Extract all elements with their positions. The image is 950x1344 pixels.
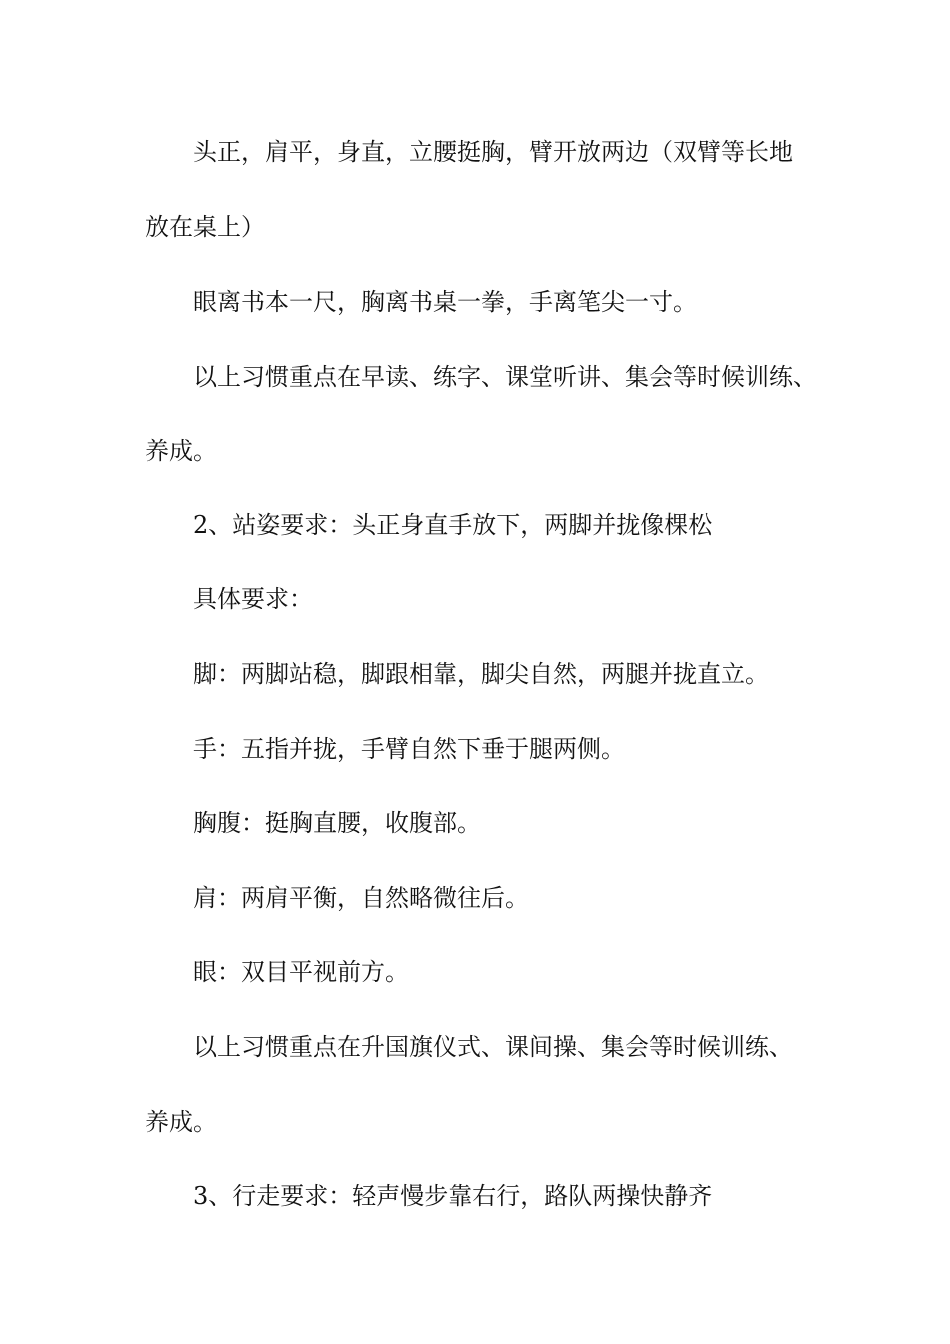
section-heading: 2、站姿要求：头正身直手放下，两脚并拢像棵松 (193, 511, 713, 539)
paragraph-line: 眼离书本一尺，胸离书桌一拳，手离笔尖一寸。 (193, 288, 697, 316)
paragraph-line: 眼：双目平视前方。 (193, 958, 409, 986)
paragraph-line: 头正，肩平，身直，立腰挺胸，臂开放两边（双臂等长地 (193, 138, 793, 166)
paragraph-line: 养成。 (145, 437, 217, 465)
paragraph-line: 放在桌上） (145, 213, 265, 241)
section-heading: 3、行走要求：轻声慢步靠右行，路队两操快静齐 (193, 1182, 713, 1210)
paragraph-line: 脚：两脚站稳，脚跟相靠，脚尖自然，两腿并拢直立。 (193, 660, 769, 688)
paragraph-line: 养成。 (145, 1108, 217, 1136)
paragraph-line: 以上习惯重点在早读、练字、课堂听讲、集会等时候训练、 (193, 363, 817, 391)
paragraph-line: 手：五指并拢，手臂自然下垂于腿两侧。 (193, 735, 625, 763)
paragraph-line: 具体要求： (193, 585, 313, 613)
paragraph-line: 胸腹：挺胸直腰，收腹部。 (193, 809, 481, 837)
paragraph-line: 以上习惯重点在升国旗仪式、课间操、集会等时候训练、 (193, 1033, 793, 1061)
paragraph-line: 肩：两肩平衡，自然略微往后。 (193, 884, 529, 912)
